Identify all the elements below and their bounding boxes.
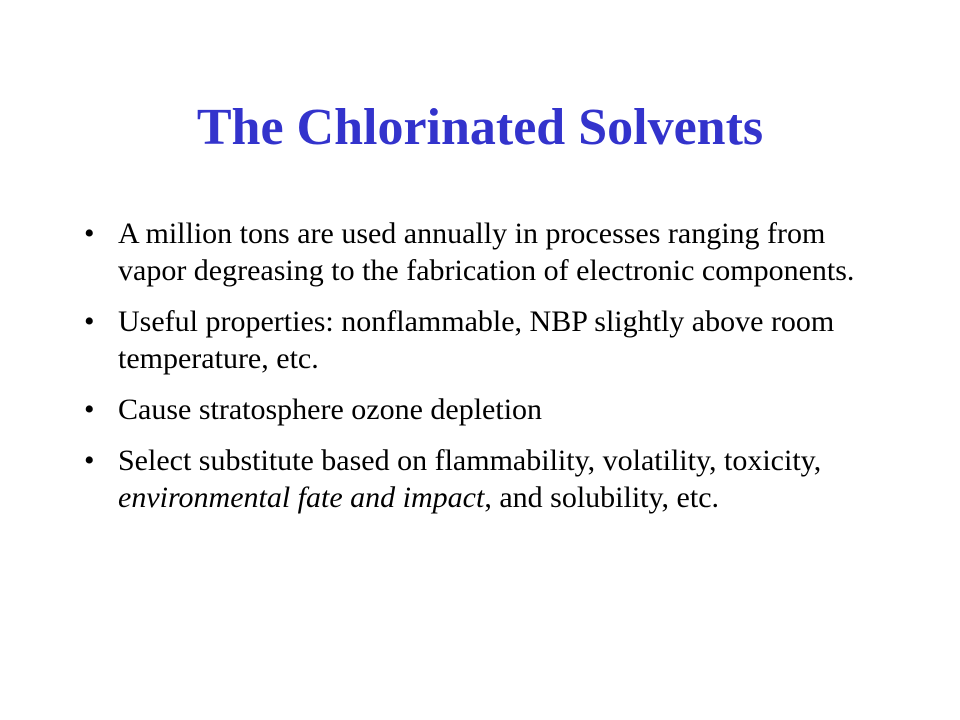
bullet-list	[84, 215, 884, 530]
bullet-dot-icon: •	[84, 217, 95, 250]
bullet-item	[84, 303, 884, 377]
bullet-dot-icon: •	[84, 444, 95, 477]
bullet-text-italic: environmental fate and impact	[118, 481, 485, 514]
bullet-item	[84, 391, 884, 428]
bullet-text-after: , and solubility, etc.	[484, 481, 720, 514]
bullet-item	[84, 442, 884, 516]
bullet-item	[84, 215, 884, 289]
bullet-dot-icon: •	[84, 393, 95, 426]
bullet-dot-icon: •	[84, 305, 95, 338]
bullet-text: Useful properties: nonflammable, NBP slightly above room temperature, etc.	[118, 305, 835, 375]
slide-title: The Chlorinated Solvents	[196, 99, 764, 156]
bullet-text: A million tons are used annually in processes ranging from vapor degreasing to the fabrication of electronic components.	[118, 217, 855, 287]
bullet-text-before: Select substitute based on flammability, volatility, toxicity,	[118, 444, 822, 477]
bullet-text	[118, 444, 821, 514]
bullet-text: Cause stratosphere ozone depletion	[118, 393, 543, 426]
